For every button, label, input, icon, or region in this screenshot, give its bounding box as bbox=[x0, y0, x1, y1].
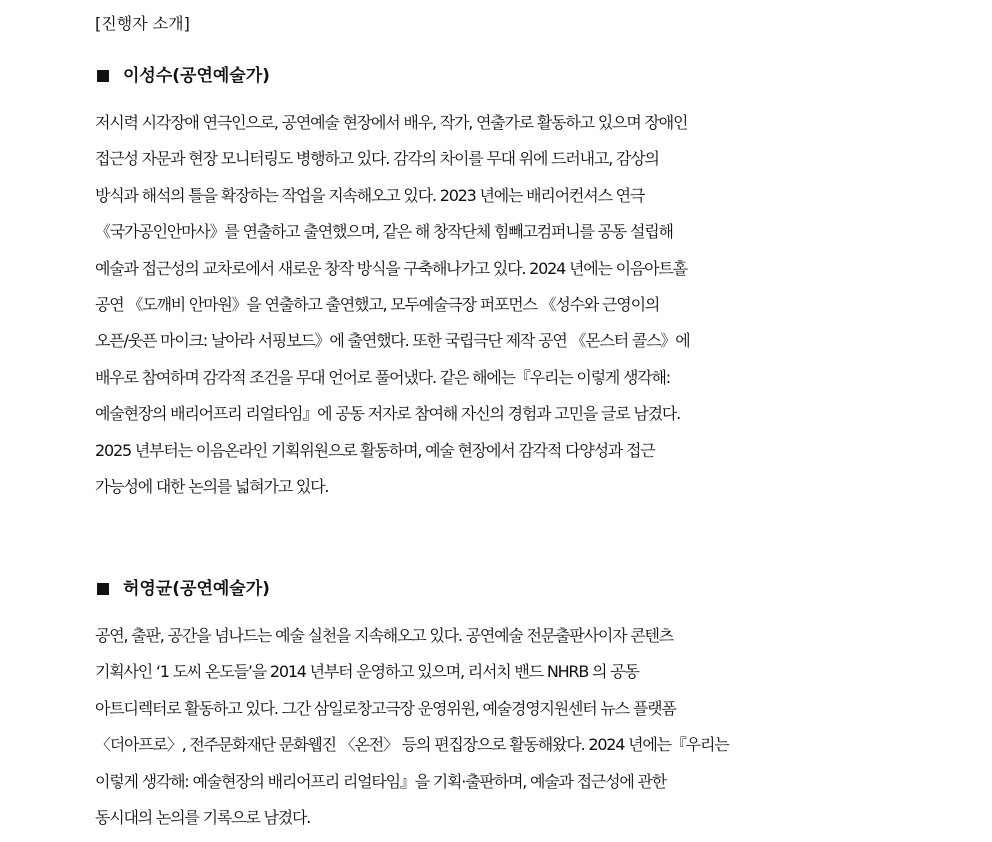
person-section-1 bbox=[95, 63, 975, 511]
bio-line: 오픈/웃픈 마이크: 날아라 서핑보드》에 출연했다. 또한 국립극단 제작 공연 《몬스터 콜스》에 bbox=[95, 331, 690, 351]
person-bio bbox=[95, 111, 975, 511]
bio-line: 〈더아프로〉, 전주문화재단 문화웹진 〈온전〉 등의 편집장으로 활동해왔다. 2024 년에는『우리는 bbox=[95, 735, 729, 755]
bio-line: 접근성 자문과 현장 모니터링도 병행하고 있다. 감각의 차이를 무대 위에 드러내고, 감상의 bbox=[95, 149, 659, 169]
person-name: 이성수(공연예술가) bbox=[123, 66, 270, 86]
bio-line: 예술과 접근성의 교차로에서 새로운 창작 방식을 구축해나가고 있다. 2024 년에는 이음아트홀 bbox=[95, 258, 687, 278]
bio-line: 아트디렉터로 활동하고 있다. 그간 삼일로창고극장 운영위원, 예술경영지원센터 뉴스 플랫폼 bbox=[95, 698, 676, 718]
bio-line: 가능성에 대한 논의를 넓혀가고 있다. bbox=[95, 476, 329, 496]
intro-heading: [진행자 소개] bbox=[95, 14, 190, 33]
square-bullet-icon bbox=[97, 70, 109, 82]
bio-line: 저시력 시각장애 연극인으로, 공연예술 현장에서 배우, 작가, 연출가로 활동하고 있으며 장애인 bbox=[95, 113, 688, 132]
bio-line: 이렇게 생각해: 예술현장의 배리어프리 리얼타임』을 기획·출판하며, 예술과 접근성에 관한 bbox=[95, 771, 667, 791]
bio-line: 공연 《도깨비 안마원》을 연출하고 출연했고, 모두예술극장 퍼포먼스 《성수와 근영이의 bbox=[95, 294, 660, 314]
bio-line: 배우로 참여하며 감각적 조건을 무대 언어로 풀어냈다. 같은 해에는『우리는 이렇게 생각해: bbox=[95, 367, 670, 387]
bio-line: 예술현장의 배리어프리 리얼타임』에 공동 저자로 참여해 자신의 경험과 고민을 글로 남겼다. bbox=[95, 404, 681, 424]
bio-line: 공연, 출판, 공간을 넘나드는 예술 실천을 지속해오고 있다. 공연예술 전문출판사이자 콘텐츠 bbox=[95, 626, 673, 645]
bio-line: 《국가공인안마사》를 연출하고 출연했으며, 같은 해 창작단체 힘빼고컴퍼니를 공동 설립해 bbox=[95, 222, 673, 242]
person-bio bbox=[95, 624, 975, 842]
person-name: 허영균(공연예술가) bbox=[123, 579, 270, 599]
bio-line: 방식과 해석의 틀을 확장하는 작업을 지속해오고 있다. 2023 년에는 배리어컨셔스 연극 bbox=[95, 185, 645, 205]
person-name-heading bbox=[95, 576, 975, 602]
bio-line: 2025 년부터는 이음온라인 기획위원으로 활동하며, 예술 현장에서 감각적 다양성과 접근 bbox=[95, 440, 655, 460]
bio-line: 동시대의 논의를 기록으로 남겼다. bbox=[95, 807, 311, 827]
person-name-heading bbox=[95, 63, 975, 89]
person-section-2 bbox=[95, 576, 975, 842]
bio-line: 기획사인 ‘1 도씨 온도들’을 2014 년부터 운영하고 있으며, 리서치 밴드 NHRB 의 공동 bbox=[95, 662, 639, 682]
square-bullet-icon bbox=[97, 583, 109, 595]
